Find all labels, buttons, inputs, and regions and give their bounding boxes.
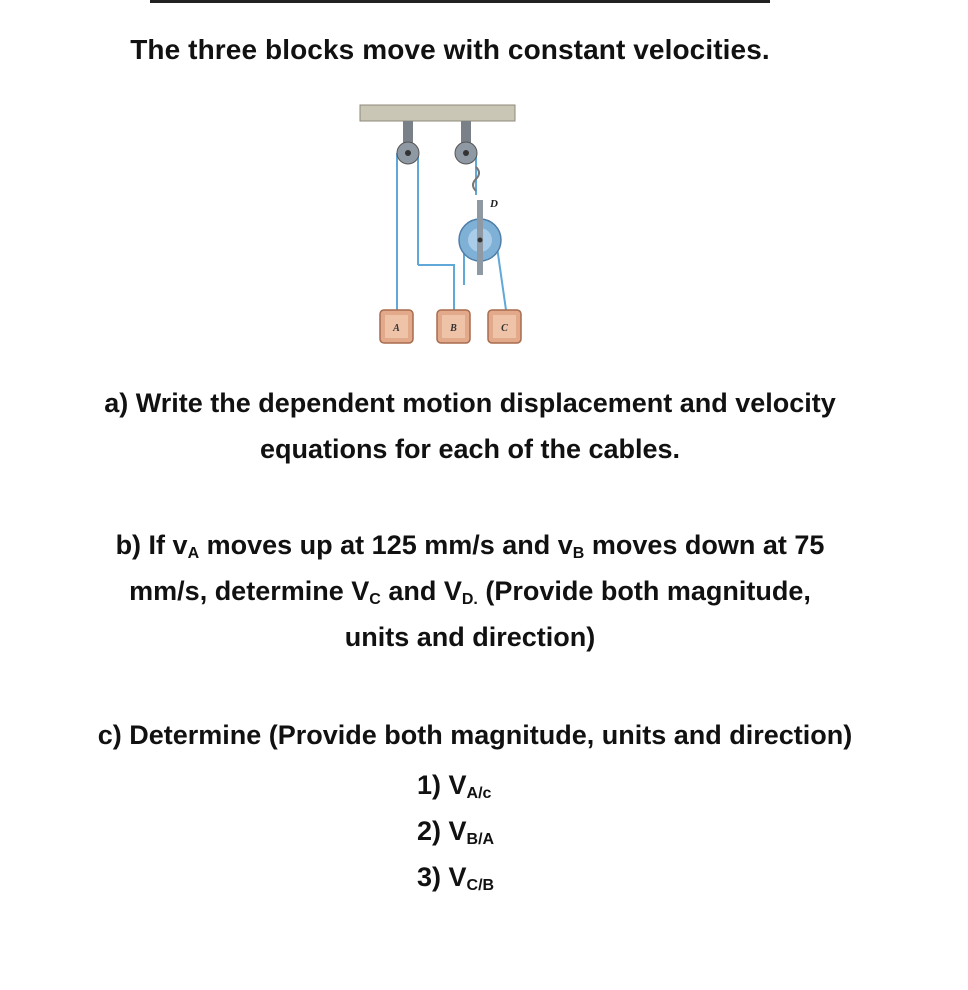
problem-title: The three blocks move with constant velocities.: [130, 34, 770, 65]
part-b: [40, 522, 900, 660]
list-item: 1) $V_{A/c}$: [417, 770, 492, 802]
block-c: [488, 310, 521, 343]
part-c-intro: c) Determine (Provide both magnitude, units and direction): [97, 720, 853, 750]
pulley-d-label: D: [490, 198, 498, 210]
ceiling-beam: [360, 105, 515, 121]
part-a: [20, 380, 920, 472]
part-b-line2: mm/s, determine $V_C$ and $V_{D.}$ (Provide both magnitude,: [129, 576, 811, 608]
part-b-line3: units and direction): [344, 622, 596, 652]
block-b: [437, 310, 470, 343]
top-rule: [150, 0, 770, 3]
pulley-system-figure: [350, 95, 530, 355]
part-a-line2: equations for each of the cables.: [259, 434, 681, 464]
svg-text:C: C: [501, 323, 508, 334]
part-c-list: [417, 762, 494, 900]
list-item: 2) $V_{B/A}$: [417, 816, 495, 848]
block-a: [380, 310, 413, 343]
svg-text:B: B: [450, 323, 457, 334]
cable-b-horizontal: [418, 265, 454, 310]
part-a-line1: a) Write the dependent motion displacement and velocity: [104, 388, 836, 418]
part-b-line1: b) If $v_A$ moves up at 125 mm/s and $v_B$ moves down at 75: [115, 530, 825, 562]
list-item: 3) $V_{C/B}$: [417, 862, 495, 894]
svg-text:A: A: [393, 323, 400, 334]
